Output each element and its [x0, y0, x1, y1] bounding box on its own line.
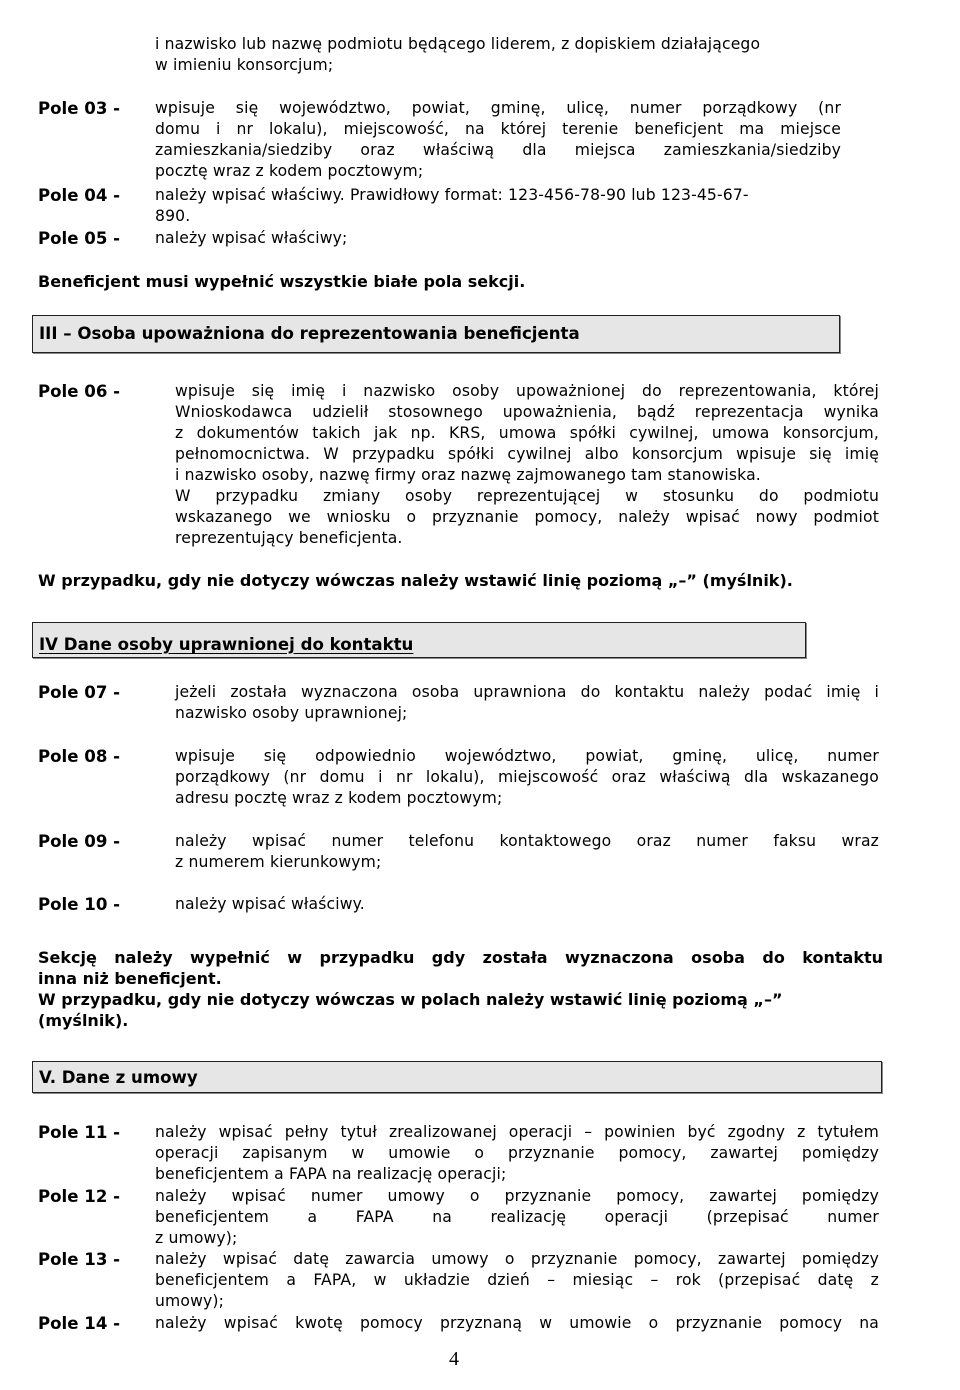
page-number: 4: [449, 1348, 459, 1370]
section-3-title: III – Osoba upoważniona do reprezentowania beneficjenta: [39, 324, 580, 343]
field-label-pole-12: Pole 12 -: [38, 1187, 121, 1206]
section-2-note: Beneficjent musi wypełnić wszystkie białe pola sekcji.: [38, 272, 526, 291]
section-4-note: Sekcję należy wypełnić w przypadku gdy została wyznaczona osoba do kontaktu inna niż beneficjent. W przypadku, gdy nie dotyczy wówczas w polach należy wstawić linię poziomą „–” (myślnik).: [38, 948, 883, 1030]
intro-text: [155, 34, 845, 76]
field-text-pole-06: wpisuje się imię i nazwisko osoby upoważnionej do reprezentowania, której Wnioskodawca udzielił stosownego upoważnienia, bądź reprezentacja wynika z dokumentów takich jak np. KRS, umowa spółki cywilnej, umowa konsorcjum, pełnomocnictwa. W przypadku spółki cywilnej albo konsorcjum wpisuje się imię i nazwisko osoby, nazwę firmy oraz nazwę zajmowanego tam stanowiska. W przypadku zmiany osoby reprezentującej w stosunku do podmiotu wskazanego we wniosku o przyznanie pomocy, należy wpisać nowy podmiot reprezentujący beneficjenta.: [175, 382, 879, 547]
field-text-pole-07: jeżeli została wyznaczona osoba uprawniona do kontaktu należy podać imię i nazwisko osoby uprawnionej;: [175, 683, 879, 722]
intro-line: i nazwisko lub nazwę podmiotu będącego liderem, z dopiskiem działającego: [155, 35, 761, 53]
field-label-pole-07: Pole 07 -: [38, 683, 121, 702]
field-text-pole-04: należy wpisać właściwy. Prawidłowy format: 123-456-78-90 lub 123-45-67- 890.: [155, 186, 749, 225]
field-label-pole-04: Pole 04 -: [38, 186, 121, 205]
field-label-pole-05: Pole 05 -: [38, 229, 121, 248]
field-text-pole-13: należy wpisać datę zawarcia umowy o przyznanie pomocy, zawartej pomiędzy beneficjentem a FAPA, w układzie dzień – miesiąc – rok (przepisać datę z umowy);: [155, 1250, 879, 1310]
field-text-pole-10: należy wpisać właściwy.: [175, 895, 365, 913]
field-label-pole-13: Pole 13 -: [38, 1250, 121, 1269]
field-text-pole-11: należy wpisać pełny tytuł zrealizowanej operacji – powinien być zgodny z tytułem operacji zapisanym w umowie o przyznanie pomocy, zawartej pomiędzy beneficjentem a FAPA na realizację operacji;: [155, 1123, 879, 1183]
field-label-pole-06: Pole 06 -: [38, 382, 121, 401]
field-text-pole-09: należy wpisać numer telefonu kontaktowego oraz numer faksu wraz z numerem kierunkowym;: [175, 832, 879, 871]
intro-line: w imieniu konsorcjum;: [155, 56, 334, 74]
field-label-pole-09: Pole 09 -: [38, 832, 121, 851]
field-text-pole-14: należy wpisać kwotę pomocy przyznaną w umowie o przyznanie pomocy na: [155, 1314, 879, 1332]
section-4-header: [32, 622, 806, 658]
section-5-header: [32, 1061, 882, 1093]
section-5-title: V. Dane z umowy: [39, 1068, 198, 1087]
section-4-title: IV Dane osoby uprawnionej do kontaktu: [39, 635, 414, 654]
section-3-header: [32, 315, 840, 353]
field-label-pole-14: Pole 14 -: [38, 1314, 121, 1333]
field-text-pole-05: należy wpisać właściwy;: [155, 229, 348, 247]
field-text-pole-03: wpisuje się województwo, powiat, gminę, ulicę, numer porządkowy (nr domu i nr lokalu), miejscowość, na której terenie beneficjent ma miejsce zamieszkania/siedziby oraz właściwą dla miejsca zamieszkania/siedziby pocztę wraz z kodem pocztowym;: [155, 99, 841, 180]
field-label-pole-03: Pole 03 -: [38, 99, 121, 118]
field-label-pole-08: Pole 08 -: [38, 747, 121, 766]
field-label-pole-10: Pole 10 -: [38, 895, 121, 914]
field-label-pole-11: Pole 11 -: [38, 1123, 121, 1142]
field-text-pole-12: należy wpisać numer umowy o przyznanie pomocy, zawartej pomiędzy beneficjentem a FAPA na realizację operacji (przepisać numer z umowy);: [155, 1187, 879, 1247]
section-3-note: W przypadku, gdy nie dotyczy wówczas należy wstawić linię poziomą „–” (myślnik).: [38, 571, 793, 590]
field-text-pole-08: wpisuje się odpowiednio województwo, powiat, gminę, ulicę, numer porządkowy (nr domu i nr lokalu), miejscowość oraz właściwą dla wskazanego adresu pocztę wraz z kodem pocztowym;: [175, 747, 879, 807]
